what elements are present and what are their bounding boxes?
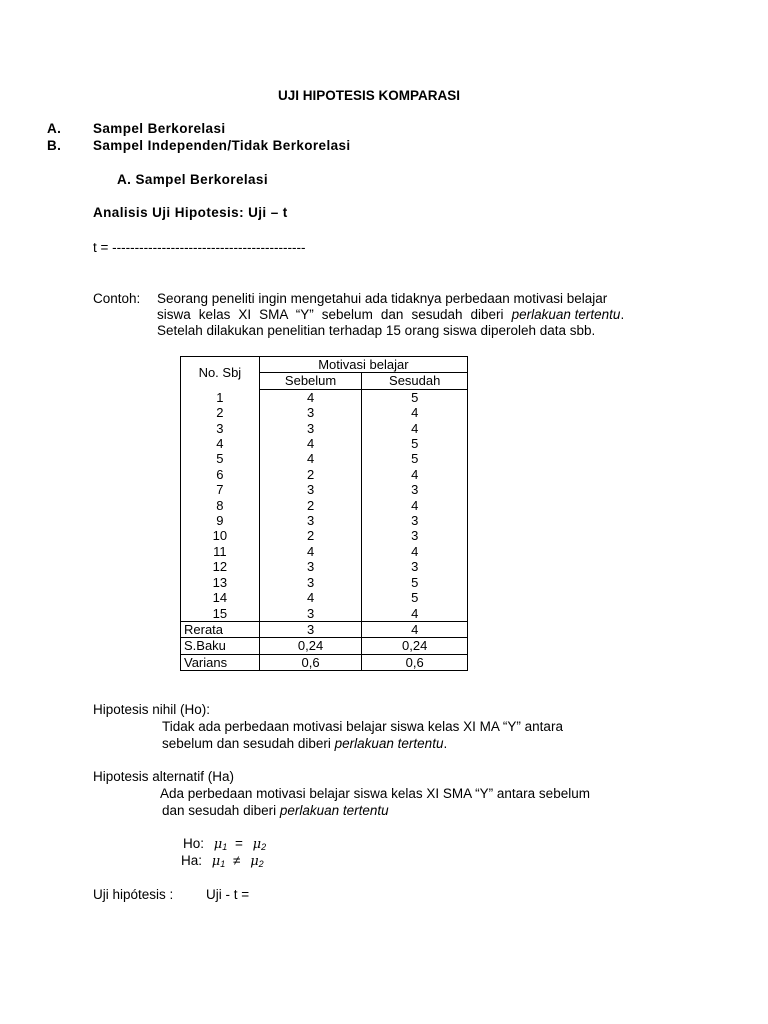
footer-before: 0,24 xyxy=(259,638,362,654)
table-row xyxy=(181,498,468,513)
ho-line-2-text: sebelum dan sesudah diberi xyxy=(162,736,335,751)
outline-marker-b: B. xyxy=(47,138,62,153)
cell-after: 4 xyxy=(362,498,468,513)
table-row xyxy=(181,606,468,622)
ha-line-2-italic: perlakuan tertentu xyxy=(279,803,389,818)
table-row xyxy=(181,544,468,559)
cell-subject: 2 xyxy=(181,405,260,420)
table-row xyxy=(181,482,468,497)
cell-subject: 4 xyxy=(181,436,260,451)
mu-1-subscript: 1 xyxy=(220,859,226,869)
ho-formula xyxy=(183,836,266,852)
ho-line-2-italic: perlakuan tertentu xyxy=(334,736,444,751)
table-row xyxy=(181,575,468,590)
footer-label: S.Baku xyxy=(181,638,260,654)
table-row xyxy=(181,421,468,436)
cell-subject: 1 xyxy=(181,389,260,405)
cell-subject: 9 xyxy=(181,513,260,528)
cell-after: 5 xyxy=(362,590,468,605)
cell-subject: 11 xyxy=(181,544,260,559)
header-subject: No. Sbj xyxy=(181,357,260,390)
header-before: Sebelum xyxy=(259,373,362,389)
cell-before: 3 xyxy=(259,405,362,420)
example-line-3: Setelah dilakukan penelitian terhadap 15 orang siswa diperoleh data sbb. xyxy=(157,323,596,338)
example-line-1: Seorang peneliti ingin mengetahui ada tidaknya perbedaan motivasi belajar xyxy=(157,291,608,306)
analysis-heading: Analisis Uji Hipotesis: Uji – t xyxy=(93,205,288,220)
section-heading: A. Sampel Berkorelasi xyxy=(117,172,268,187)
footer-before: 3 xyxy=(259,621,362,637)
table-row xyxy=(181,389,468,405)
ha-label: Hipotesis alternatif (Ha) xyxy=(93,769,235,784)
cell-after: 4 xyxy=(362,544,468,559)
table-row xyxy=(181,436,468,451)
test-label: Uji hipótesis : xyxy=(93,887,174,902)
cell-before: 4 xyxy=(259,436,362,451)
cell-before: 2 xyxy=(259,498,362,513)
cell-before: 4 xyxy=(259,451,362,466)
cell-before: 4 xyxy=(259,544,362,559)
example-line-2-text: siswa kelas XI SMA “Y” sebelum dan sesudah diberi xyxy=(157,307,512,322)
cell-before: 3 xyxy=(259,482,362,497)
test-value: Uji - t = xyxy=(206,887,250,902)
ha-formula xyxy=(181,853,264,869)
cell-subject: 8 xyxy=(181,498,260,513)
cell-subject: 12 xyxy=(181,559,260,574)
ha-formula-label: Ha: xyxy=(181,853,203,868)
ha-line-2-text: dan sesudah diberi xyxy=(162,803,280,818)
ho-label: Hipotesis nihil (Ho): xyxy=(93,702,211,717)
cell-after: 4 xyxy=(362,606,468,622)
mu-1-symbol: μ xyxy=(211,854,221,869)
cell-after: 4 xyxy=(362,421,468,436)
cell-subject: 13 xyxy=(181,575,260,590)
cell-before: 3 xyxy=(259,606,362,622)
cell-after: 3 xyxy=(362,528,468,543)
table-row xyxy=(181,451,468,466)
table-row xyxy=(181,590,468,605)
ha-relation: ≠ xyxy=(233,853,241,868)
cell-before: 3 xyxy=(259,559,362,574)
cell-subject: 3 xyxy=(181,421,260,436)
mu-1-symbol: μ xyxy=(213,837,223,852)
table-row xyxy=(181,528,468,543)
example-line-2-end: . xyxy=(620,307,625,322)
example-line-2 xyxy=(157,307,675,322)
cell-before: 3 xyxy=(259,421,362,436)
ha-line-1: Ada perbedaan motivasi belajar siswa kelas XI SMA “Y” antara sebelum xyxy=(160,786,590,801)
table-row xyxy=(181,559,468,574)
cell-subject: 7 xyxy=(181,482,260,497)
outline-item-a: Sampel Berkorelasi xyxy=(93,121,226,136)
cell-subject: 15 xyxy=(181,606,260,622)
cell-subject: 6 xyxy=(181,467,260,482)
ho-line-2-end: . xyxy=(443,736,448,751)
footer-after: 0,6 xyxy=(362,654,468,670)
outline-marker-a: A. xyxy=(47,121,62,136)
cell-before: 3 xyxy=(259,513,362,528)
table-row xyxy=(181,467,468,482)
t-formula: t = ------------------------------------------- xyxy=(93,240,306,255)
cell-before: 2 xyxy=(259,467,362,482)
header-group: Motivasi belajar xyxy=(259,357,467,373)
cell-subject: 14 xyxy=(181,590,260,605)
cell-after: 3 xyxy=(362,559,468,574)
cell-after: 4 xyxy=(362,467,468,482)
footer-before: 0,6 xyxy=(259,654,362,670)
cell-subject: 5 xyxy=(181,451,260,466)
header-after: Sesudah xyxy=(362,373,468,389)
table-row xyxy=(181,405,468,420)
mu-1-subscript: 1 xyxy=(222,842,228,852)
footer-after: 4 xyxy=(362,621,468,637)
cell-before: 3 xyxy=(259,575,362,590)
mu-2-subscript: 2 xyxy=(261,842,267,852)
ho-line-2 xyxy=(162,736,447,751)
cell-after: 3 xyxy=(362,513,468,528)
cell-after: 5 xyxy=(362,389,468,405)
example-label: Contoh: xyxy=(93,291,141,306)
outline-item-b: Sampel Independen/Tidak Berkorelasi xyxy=(93,138,351,153)
cell-before: 4 xyxy=(259,389,362,405)
data-table xyxy=(180,356,468,671)
ho-relation: = xyxy=(235,836,243,851)
example-line-2-italic: perlakuan tertentu xyxy=(511,307,621,322)
ho-line-1: Tidak ada perbedaan motivasi belajar siswa kelas XI MA “Y” antara xyxy=(162,719,563,734)
cell-before: 4 xyxy=(259,590,362,605)
cell-after: 4 xyxy=(362,405,468,420)
mu-2-symbol: μ xyxy=(250,854,259,869)
mu-2-symbol: μ xyxy=(252,837,262,852)
page-title: UJI HIPOTESIS KOMPARASI xyxy=(278,88,461,103)
footer-label: Rerata xyxy=(181,621,260,637)
cell-subject: 10 xyxy=(181,528,260,543)
ho-formula-label: Ho: xyxy=(183,836,205,851)
table-row xyxy=(181,513,468,528)
cell-after: 5 xyxy=(362,436,468,451)
mu-2-subscript: 2 xyxy=(258,859,264,869)
ha-line-2 xyxy=(162,803,389,818)
footer-after: 0,24 xyxy=(362,638,468,654)
cell-before: 2 xyxy=(259,528,362,543)
footer-label: Varians xyxy=(181,654,260,670)
cell-after: 5 xyxy=(362,575,468,590)
cell-after: 5 xyxy=(362,451,468,466)
cell-after: 3 xyxy=(362,482,468,497)
